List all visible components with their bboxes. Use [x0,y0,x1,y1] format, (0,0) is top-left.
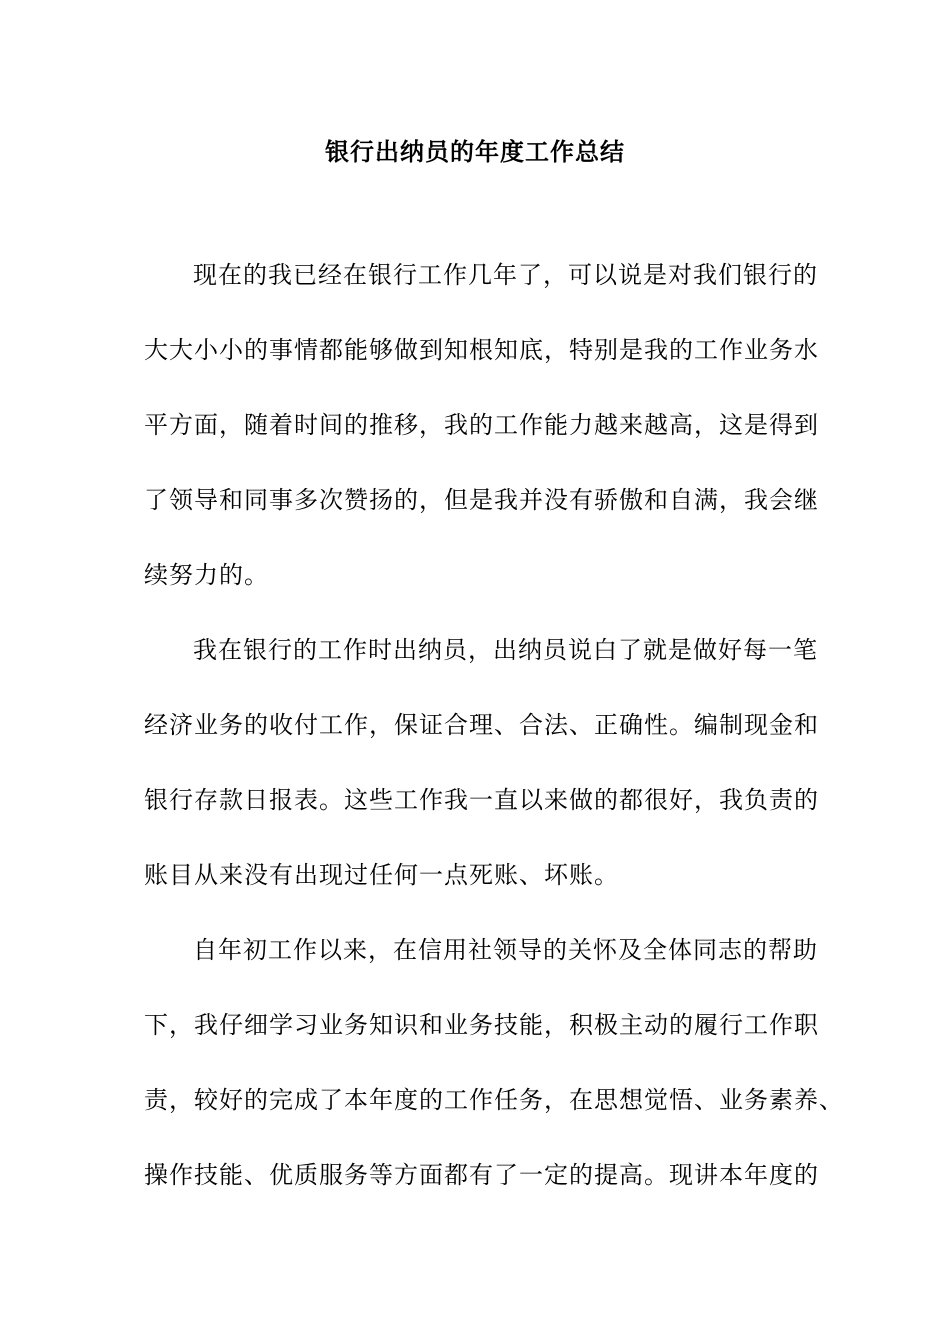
paragraph-3-line-3: 责，较好的完成了本年度的工作任务，在思想觉悟、业务素养、 [144,1086,844,1114]
paragraph-1-line-1: 现在的我已经在银行工作几年了，可以说是对我们银行的 [193,261,818,289]
paragraph-1-line-5: 续努力的。 [144,561,269,589]
paragraph-1-line-3: 平方面，随着时间的推移，我的工作能力越来越高，这是得到 [144,411,819,439]
document-title: 银行出纳员的年度工作总结 [325,137,625,166]
paragraph-3-line-1: 自年初工作以来，在信用社领导的关怀及全体同志的帮助 [193,936,818,964]
paragraph-2-line-2: 经济业务的收付工作，保证合理、合法、正确性。编制现金和 [144,711,819,739]
paragraph-1-line-4: 了领导和同事多次赞扬的，但是我并没有骄傲和自满，我会继 [144,486,819,514]
paragraph-3-line-4: 操作技能、优质服务等方面都有了一定的提高。现讲本年度的 [144,1161,819,1189]
paragraph-2-line-3: 银行存款日报表。这些工作我一直以来做的都很好，我负责的 [144,786,819,814]
paragraph-1-line-2: 大大小小的事情都能够做到知根知底，特别是我的工作业务水 [144,336,819,364]
paragraph-2-line-1: 我在银行的工作时出纳员，出纳员说白了就是做好每一笔 [193,636,818,664]
paragraph-2-line-4: 账目从来没有出现过任何一点死账、坏账。 [144,861,619,889]
paragraph-3-line-2: 下，我仔细学习业务知识和业务技能，积极主动的履行工作职 [144,1011,819,1039]
